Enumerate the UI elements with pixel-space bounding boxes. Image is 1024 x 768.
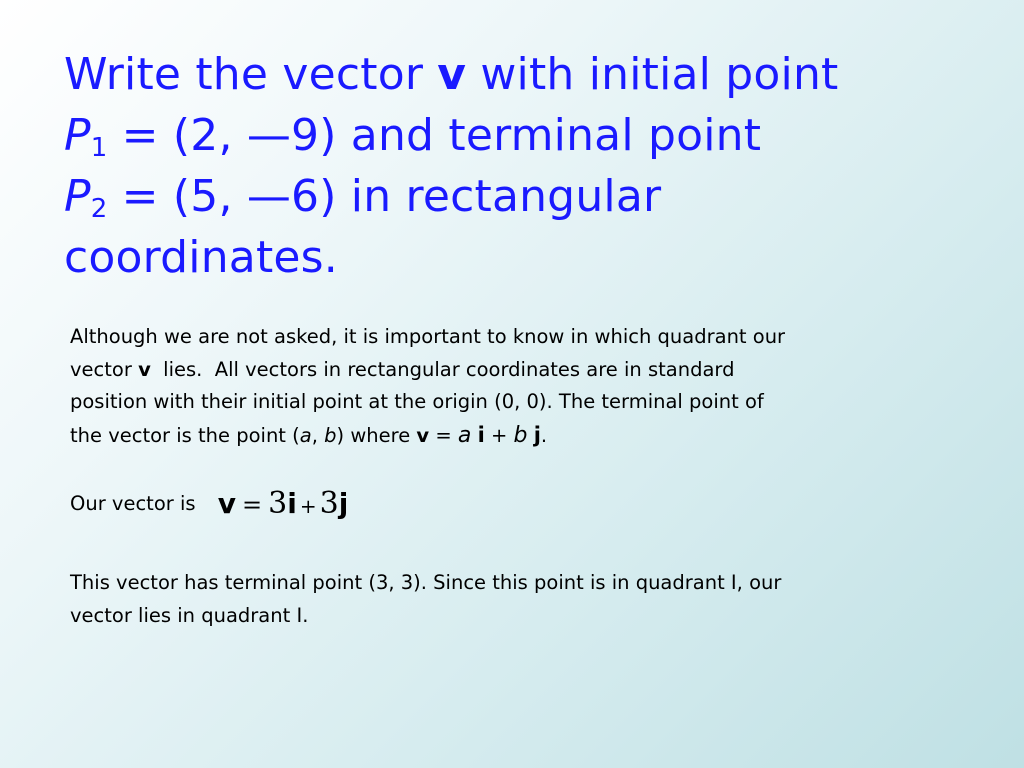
var-a: a [299, 423, 312, 447]
vector-symbol: v [437, 49, 467, 100]
var-a: a [457, 422, 472, 448]
coefficient: 3 [319, 486, 339, 521]
point-subscript: 1 [90, 133, 108, 163]
vector-symbol: v [217, 487, 237, 520]
text: , [311, 423, 325, 447]
coefficient: 3 [268, 486, 288, 521]
title-line-1 [64, 44, 964, 105]
title-text: = (5, —6) in rectangular [107, 171, 662, 222]
paragraph-line: position with their initial point at the origin (0, 0). The terminal point of [70, 390, 764, 413]
text: the vector is the point ( [70, 423, 300, 447]
vector-formula [218, 486, 349, 521]
title-line-3 [64, 166, 964, 227]
vector-result-paragraph [70, 488, 970, 523]
paragraph-line: Although we are not asked, it is important to know in which quadrant our [70, 325, 786, 348]
vector-symbol: v [138, 357, 151, 381]
paragraph-line: vector lies in quadrant I. [70, 603, 309, 627]
conclusion-paragraph [70, 567, 970, 632]
plus-sign: + [299, 494, 317, 518]
var-b: b [513, 422, 528, 448]
unit-vector-i: i [477, 422, 485, 447]
unit-vector-i: i [287, 487, 297, 520]
point-symbol: P [64, 171, 91, 222]
title-text: Write the vector [64, 49, 438, 100]
var-b: b [324, 423, 337, 447]
text: . [540, 423, 548, 447]
text: ) where [336, 423, 417, 447]
text: = [429, 423, 458, 447]
vector-symbol: v [416, 423, 430, 447]
paragraph-line [70, 419, 970, 453]
slide-title [64, 44, 964, 288]
point-symbol: P [64, 110, 91, 161]
explanation-paragraph [70, 321, 970, 452]
paragraph-line [70, 354, 970, 387]
title-line-2 [64, 105, 964, 166]
text: vector [70, 357, 139, 381]
text: lies. All vectors in rectangular coordinates are in standard [150, 357, 735, 381]
title-line-4: coordinates. [64, 232, 338, 283]
text: + [484, 423, 514, 447]
result-label: Our vector is [70, 492, 196, 515]
unit-vector-j: j [533, 422, 541, 447]
title-text: = (2, —9) and terminal point [107, 110, 762, 161]
unit-vector-j: j [338, 487, 349, 520]
title-text: with initial point [466, 49, 839, 100]
point-subscript: 2 [90, 194, 108, 224]
equals-sign: = [242, 491, 263, 519]
paragraph-line: This vector has terminal point (3, 3). Since this point is in quadrant I, our [70, 571, 782, 594]
